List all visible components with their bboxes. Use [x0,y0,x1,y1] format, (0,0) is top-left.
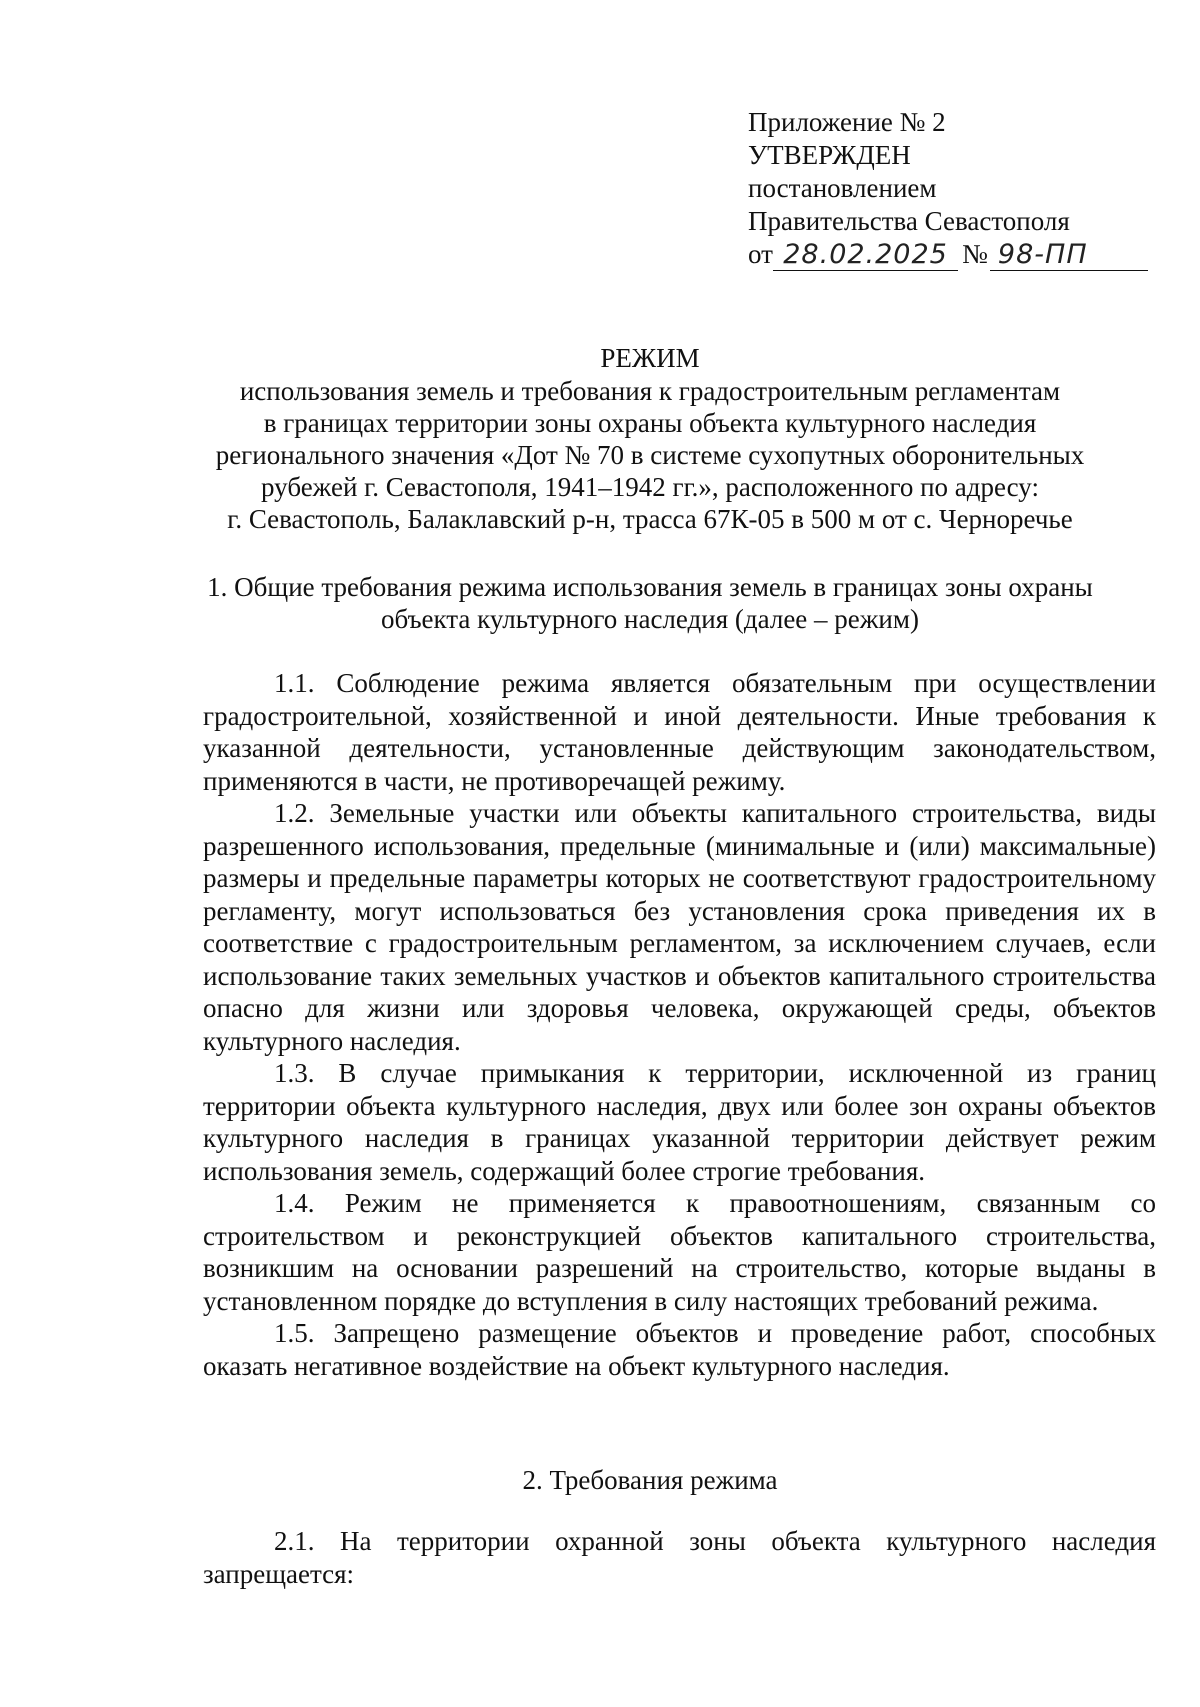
section-1-heading [150,571,1150,635]
handwritten-number: 98-ПП [990,240,1148,271]
section-2-body [203,1525,1156,1590]
title-line: рубежей г. Севастополя, 1941–1942 гг.», расположенного по адресу: [261,472,1039,502]
document-title: РЕЖИМ [600,343,700,373]
date-prefix: от [748,239,773,269]
title-line: регионального значения «Дот № 70 в системе сухопутных оборонительных [215,440,1085,470]
section-heading-line: 2. Требования режима [522,1465,778,1495]
title-line: использования земель и требования к градостроительным регламентам [239,376,1061,406]
section-1-body [203,667,1156,1382]
approved-label: УТВЕРЖДЕН [748,140,911,170]
resolution-label: постановлением [748,173,937,203]
appendix-label: Приложение № 2 [748,107,946,137]
paragraph-1-4: 1.4. Режим не применяется к правоотношениям, связанным со строительством и реконструкцией объектов капитального строительства, возникшим на основании разрешений на строительство, которые выданы в установленном порядке до вступления в силу настоящих требований режима. [203,1188,1156,1316]
handwritten-date: 28.02.2025 [773,240,958,271]
government-label: Правительства Севастополя [748,206,1070,236]
number-sign: № [962,239,988,269]
section-2-heading [150,1464,1150,1496]
document-title-block [150,342,1150,535]
paragraph-1-1: 1.1. Соблюдение режима является обязательным при осуществлении градостроительной, хозяйственной и иной деятельности. Иные требования к указанной деятельности, установленные действующим законодательством, применяются в части, не противоречащей режиму. [203,668,1156,796]
approval-block [748,106,1148,271]
paragraph-2-1: 2.1. На территории охранной зоны объекта культурного наследия запрещается: [203,1526,1156,1589]
title-line: в границах территории зоны охраны объекта культурного наследия [263,408,1037,438]
paragraph-1-3: 1.3. В случае примыкания к территории, исключенной из границ территории объекта культурного наследия, двух или более зон охраны объектов культурного наследия в границах указанной территории действует режим использования земель, содержащий более строгие требования. [203,1058,1156,1186]
section-heading-line: 1. Общие требования режима использования земель в границах зоны охраны [207,572,1093,602]
title-line: г. Севастополь, Балаклавский р-н, трасса 67К-05 в 500 м от с. Черноречье [227,504,1073,534]
date-number-line [748,238,1148,271]
section-heading-line: объекта культурного наследия (далее – режим) [381,604,919,634]
paragraph-1-5: 1.5. Запрещено размещение объектов и проведение работ, способных оказать негативное воздействие на объект культурного наследия. [203,1318,1156,1381]
paragraph-1-2: 1.2. Земельные участки или объекты капитального строительства, виды разрешенного использования, предельные (минимальные и (или) максимальные) размеры и предельные параметры которых не соответствуют градостроительному регламенту, могут использоваться без установления срока приведения их в соответствие с градостроительным регламентом, за исключением случаев, если использование таких земельных участков и объектов капитального строительства опасно для жизни или здоровья человека, окружающей среды, объектов культурного наследия. [203,798,1156,1056]
